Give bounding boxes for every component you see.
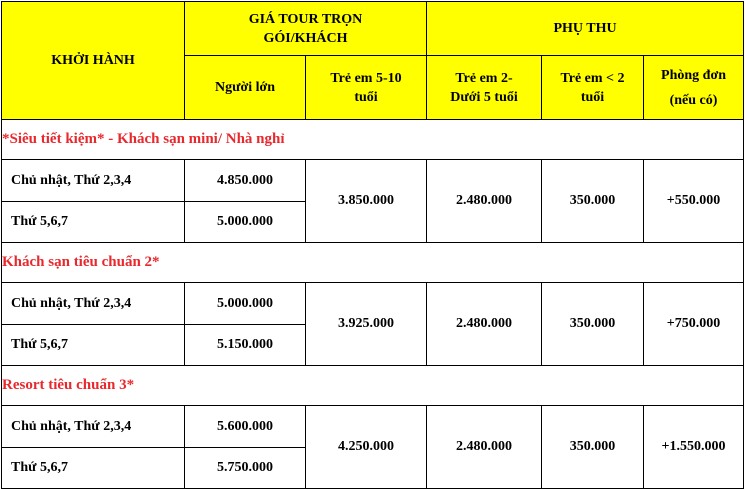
departure-day: Thứ 5,6,7 [2, 448, 185, 489]
child-under-2-price: 350.000 [542, 406, 644, 489]
child-2-5-price: 2.480.000 [427, 406, 542, 489]
group-name: *Siêu tiết kiệm* - Khách sạn mini/ Nhà nghỉ [2, 120, 744, 160]
child-5-10-header: Trẻ em 5-10 tuổi [306, 56, 427, 120]
surcharge-header: PHỤ THU [427, 2, 744, 56]
single-room-price: +1.550.000 [644, 406, 744, 489]
departure-day: Thứ 5,6,7 [2, 202, 185, 243]
single-room-label: Phòng đơn [661, 67, 726, 83]
departure-day: Chủ nhật, Thứ 2,3,4 [2, 160, 185, 202]
departure-header: KHỞI HÀNH [2, 2, 185, 120]
child-under-2-header: Trẻ em < 2 tuổi [542, 56, 644, 120]
single-room-price: +550.000 [644, 160, 744, 243]
tour-price-table [1, 1, 744, 489]
child-5-10-price: 3.850.000 [306, 160, 427, 243]
departure-day: Chủ nhật, Thứ 2,3,4 [2, 406, 185, 448]
single-room-price: +750.000 [644, 283, 744, 366]
single-room-header [644, 56, 744, 120]
adult-price: 5.150.000 [185, 325, 306, 366]
child-5-10-price: 4.250.000 [306, 406, 427, 489]
adult-price: 5.000.000 [185, 202, 306, 243]
single-room-note: (nếu có) [669, 92, 718, 108]
child-5-10-price: 3.925.000 [306, 283, 427, 366]
child-2-5-price: 2.480.000 [427, 283, 542, 366]
child-under-2-price: 350.000 [542, 283, 644, 366]
group-name: Resort tiêu chuẩn 3* [2, 366, 744, 406]
departure-day: Chủ nhật, Thứ 2,3,4 [2, 283, 185, 325]
adult-price: 5.750.000 [185, 448, 306, 489]
adult-price: 5.600.000 [185, 406, 306, 448]
adult-price: 5.000.000 [185, 283, 306, 325]
package-price-header: GIÁ TOUR TRỌN GÓI/KHÁCH [185, 2, 427, 56]
child-2-5-price: 2.480.000 [427, 160, 542, 243]
child-under-2-price: 350.000 [542, 160, 644, 243]
departure-day: Thứ 5,6,7 [2, 325, 185, 366]
adult-price: 4.850.000 [185, 160, 306, 202]
adult-header: Người lớn [185, 56, 306, 120]
group-name: Khách sạn tiêu chuẩn 2* [2, 243, 744, 283]
child-2-5-header: Trẻ em 2- Dưới 5 tuổi [427, 56, 542, 120]
